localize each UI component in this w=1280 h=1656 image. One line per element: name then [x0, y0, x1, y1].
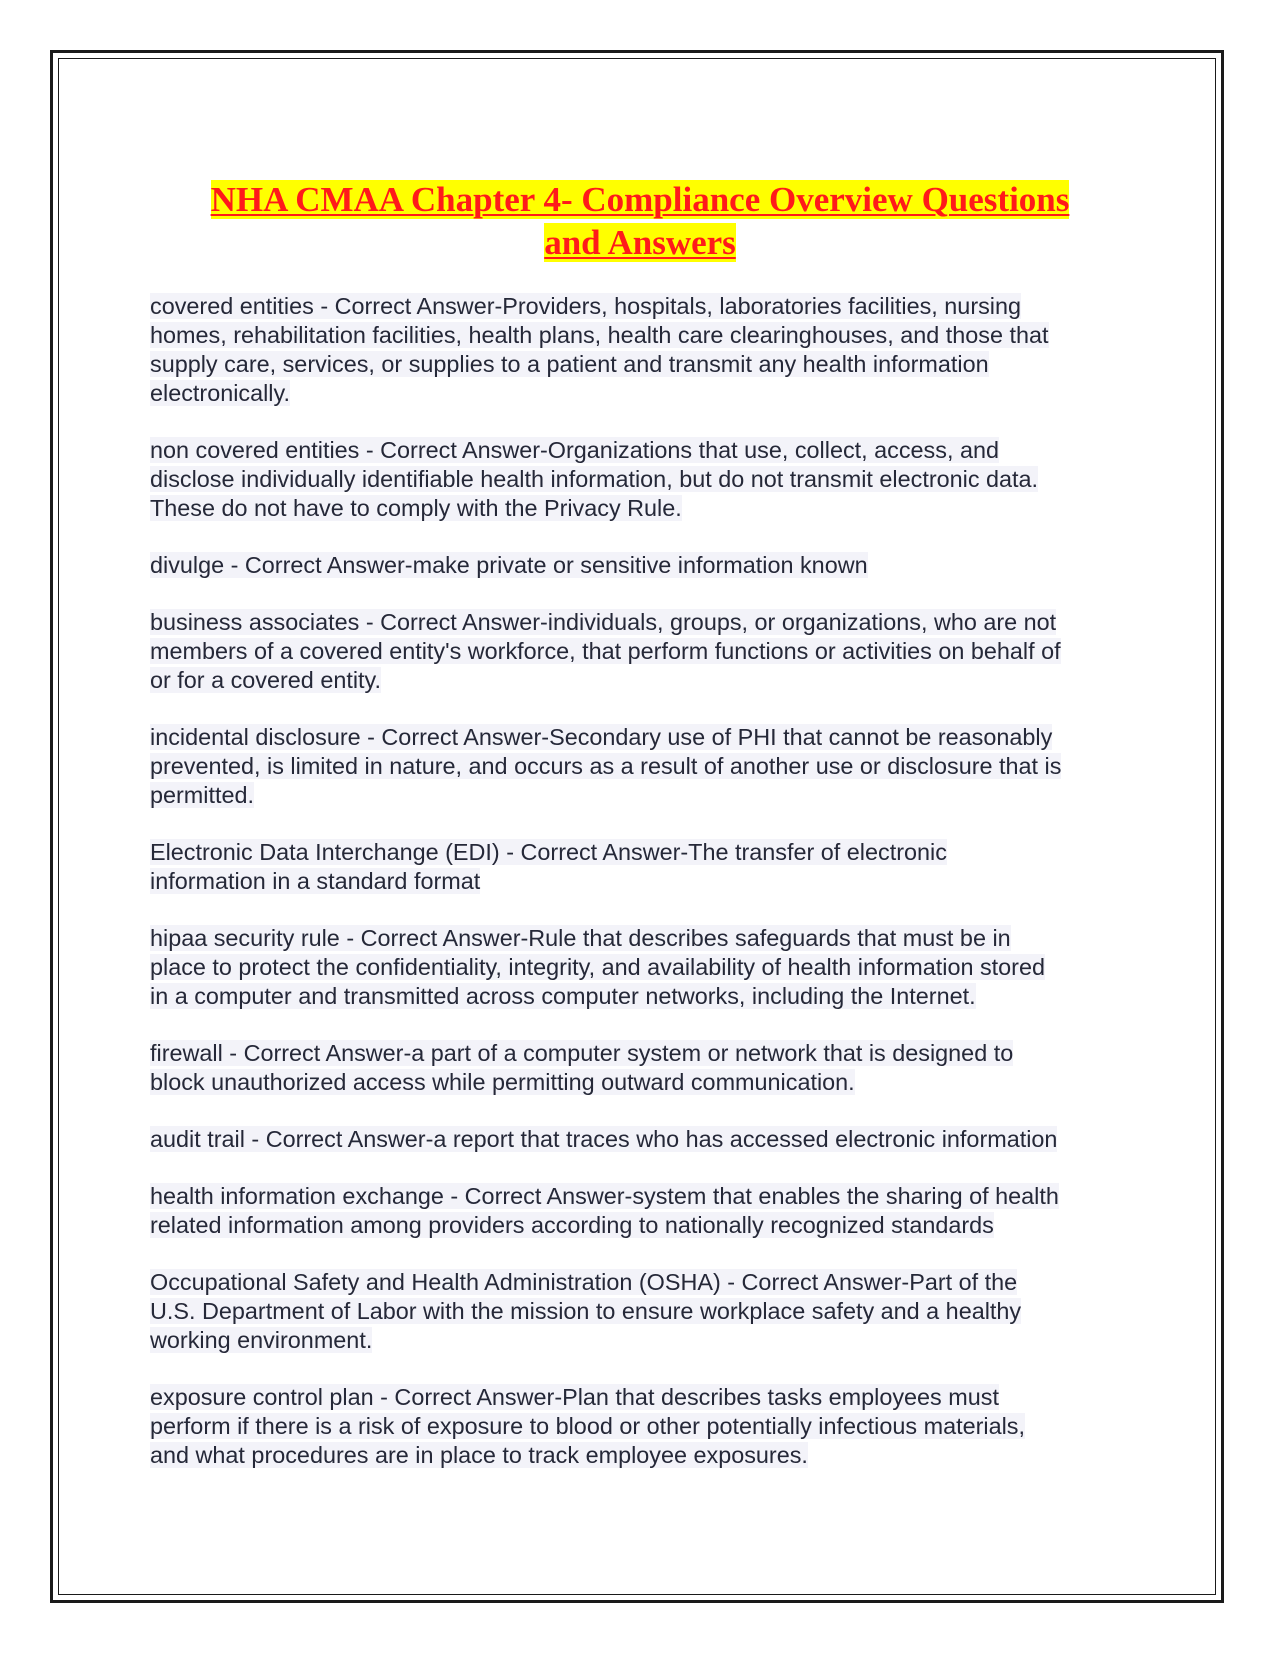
qa-line: electronically. [150, 380, 290, 406]
qa-item [150, 551, 1140, 580]
document-title [150, 178, 1130, 264]
qa-line: Electronic Data Interchange (EDI) - Correct Answer-The transfer of electronic [150, 839, 947, 865]
qa-line: non covered entities - Correct Answer-Organizations that use, collect, access, and [150, 437, 999, 463]
qa-line: firewall - Correct Answer-a part of a computer system or network that is designed to [150, 1040, 1014, 1066]
qa-line: health information exchange - Correct Answer-system that enables the sharing of health [150, 1183, 1059, 1209]
qa-item [150, 1182, 1140, 1240]
qa-line: related information among providers according to nationally recognized standards [150, 1212, 994, 1238]
title-line-2: and Answers [544, 223, 736, 262]
qa-line: Occupational Safety and Health Administration (OSHA) - Correct Answer-Part of the [150, 1269, 1018, 1295]
qa-line: U.S. Department of Labor with the mission to ensure workplace safety and a healthy [150, 1298, 1022, 1324]
qa-line: working environment. [150, 1327, 373, 1353]
qa-line: information in a standard format [150, 868, 481, 894]
qa-line: incidental disclosure - Correct Answer-Secondary use of PHI that cannot be reasonably [150, 724, 1053, 750]
qa-item [150, 608, 1140, 695]
qa-line: disclose individually identifiable health information, but do not transmit electronic data. [150, 466, 1039, 492]
qa-item [150, 924, 1140, 1011]
qa-item [150, 292, 1140, 408]
qa-line: hipaa security rule - Correct Answer-Rule that describes safeguards that must be in [150, 925, 1011, 951]
qa-line: exposure control plan - Correct Answer-Plan that describes tasks employees must [150, 1384, 999, 1410]
qa-line: These do not have to comply with the Privacy Rule. [150, 495, 682, 521]
qa-item [150, 838, 1140, 896]
qa-item [150, 723, 1140, 810]
qa-list [150, 292, 1140, 1498]
qa-line: permitted. [150, 782, 255, 808]
qa-item [150, 436, 1140, 523]
qa-line: place to protect the confidentiality, integrity, and availability of health information stored [150, 954, 1045, 980]
qa-line: homes, rehabilitation facilities, health plans, health care clearinghouses, and those that [150, 322, 1049, 348]
qa-line: prevented, is limited in nature, and occurs as a result of another use or disclosure that is [150, 753, 1062, 779]
qa-line: audit trail - Correct Answer-a report that traces who has accessed electronic information [150, 1126, 1058, 1152]
qa-line: supply care, services, or supplies to a patient and transmit any health information [150, 351, 989, 377]
qa-line: members of a covered entity's workforce, that perform functions or activities on behalf of [150, 638, 1061, 664]
qa-line: divulge - Correct Answer-make private or sensitive information known [150, 552, 868, 578]
qa-item [150, 1039, 1140, 1097]
qa-line: in a computer and transmitted across computer networks, including the Internet. [150, 983, 976, 1009]
qa-line: covered entities - Correct Answer-Providers, hospitals, laboratories facilities, nursing [150, 293, 1022, 319]
qa-item [150, 1125, 1140, 1154]
qa-line: and what procedures are in place to track employee exposures. [150, 1442, 808, 1468]
qa-line: or for a covered entity. [150, 667, 381, 693]
qa-line: block unauthorized access while permitting outward communication. [150, 1069, 855, 1095]
qa-item [150, 1268, 1140, 1355]
qa-item [150, 1383, 1140, 1470]
qa-line: business associates - Correct Answer-individuals, groups, or organizations, who are not [150, 609, 1057, 635]
qa-line: perform if there is a risk of exposure to blood or other potentially infectious materials, [150, 1413, 1025, 1439]
title-line-1: NHA CMAA Chapter 4- Compliance Overview Questions [210, 180, 1070, 219]
